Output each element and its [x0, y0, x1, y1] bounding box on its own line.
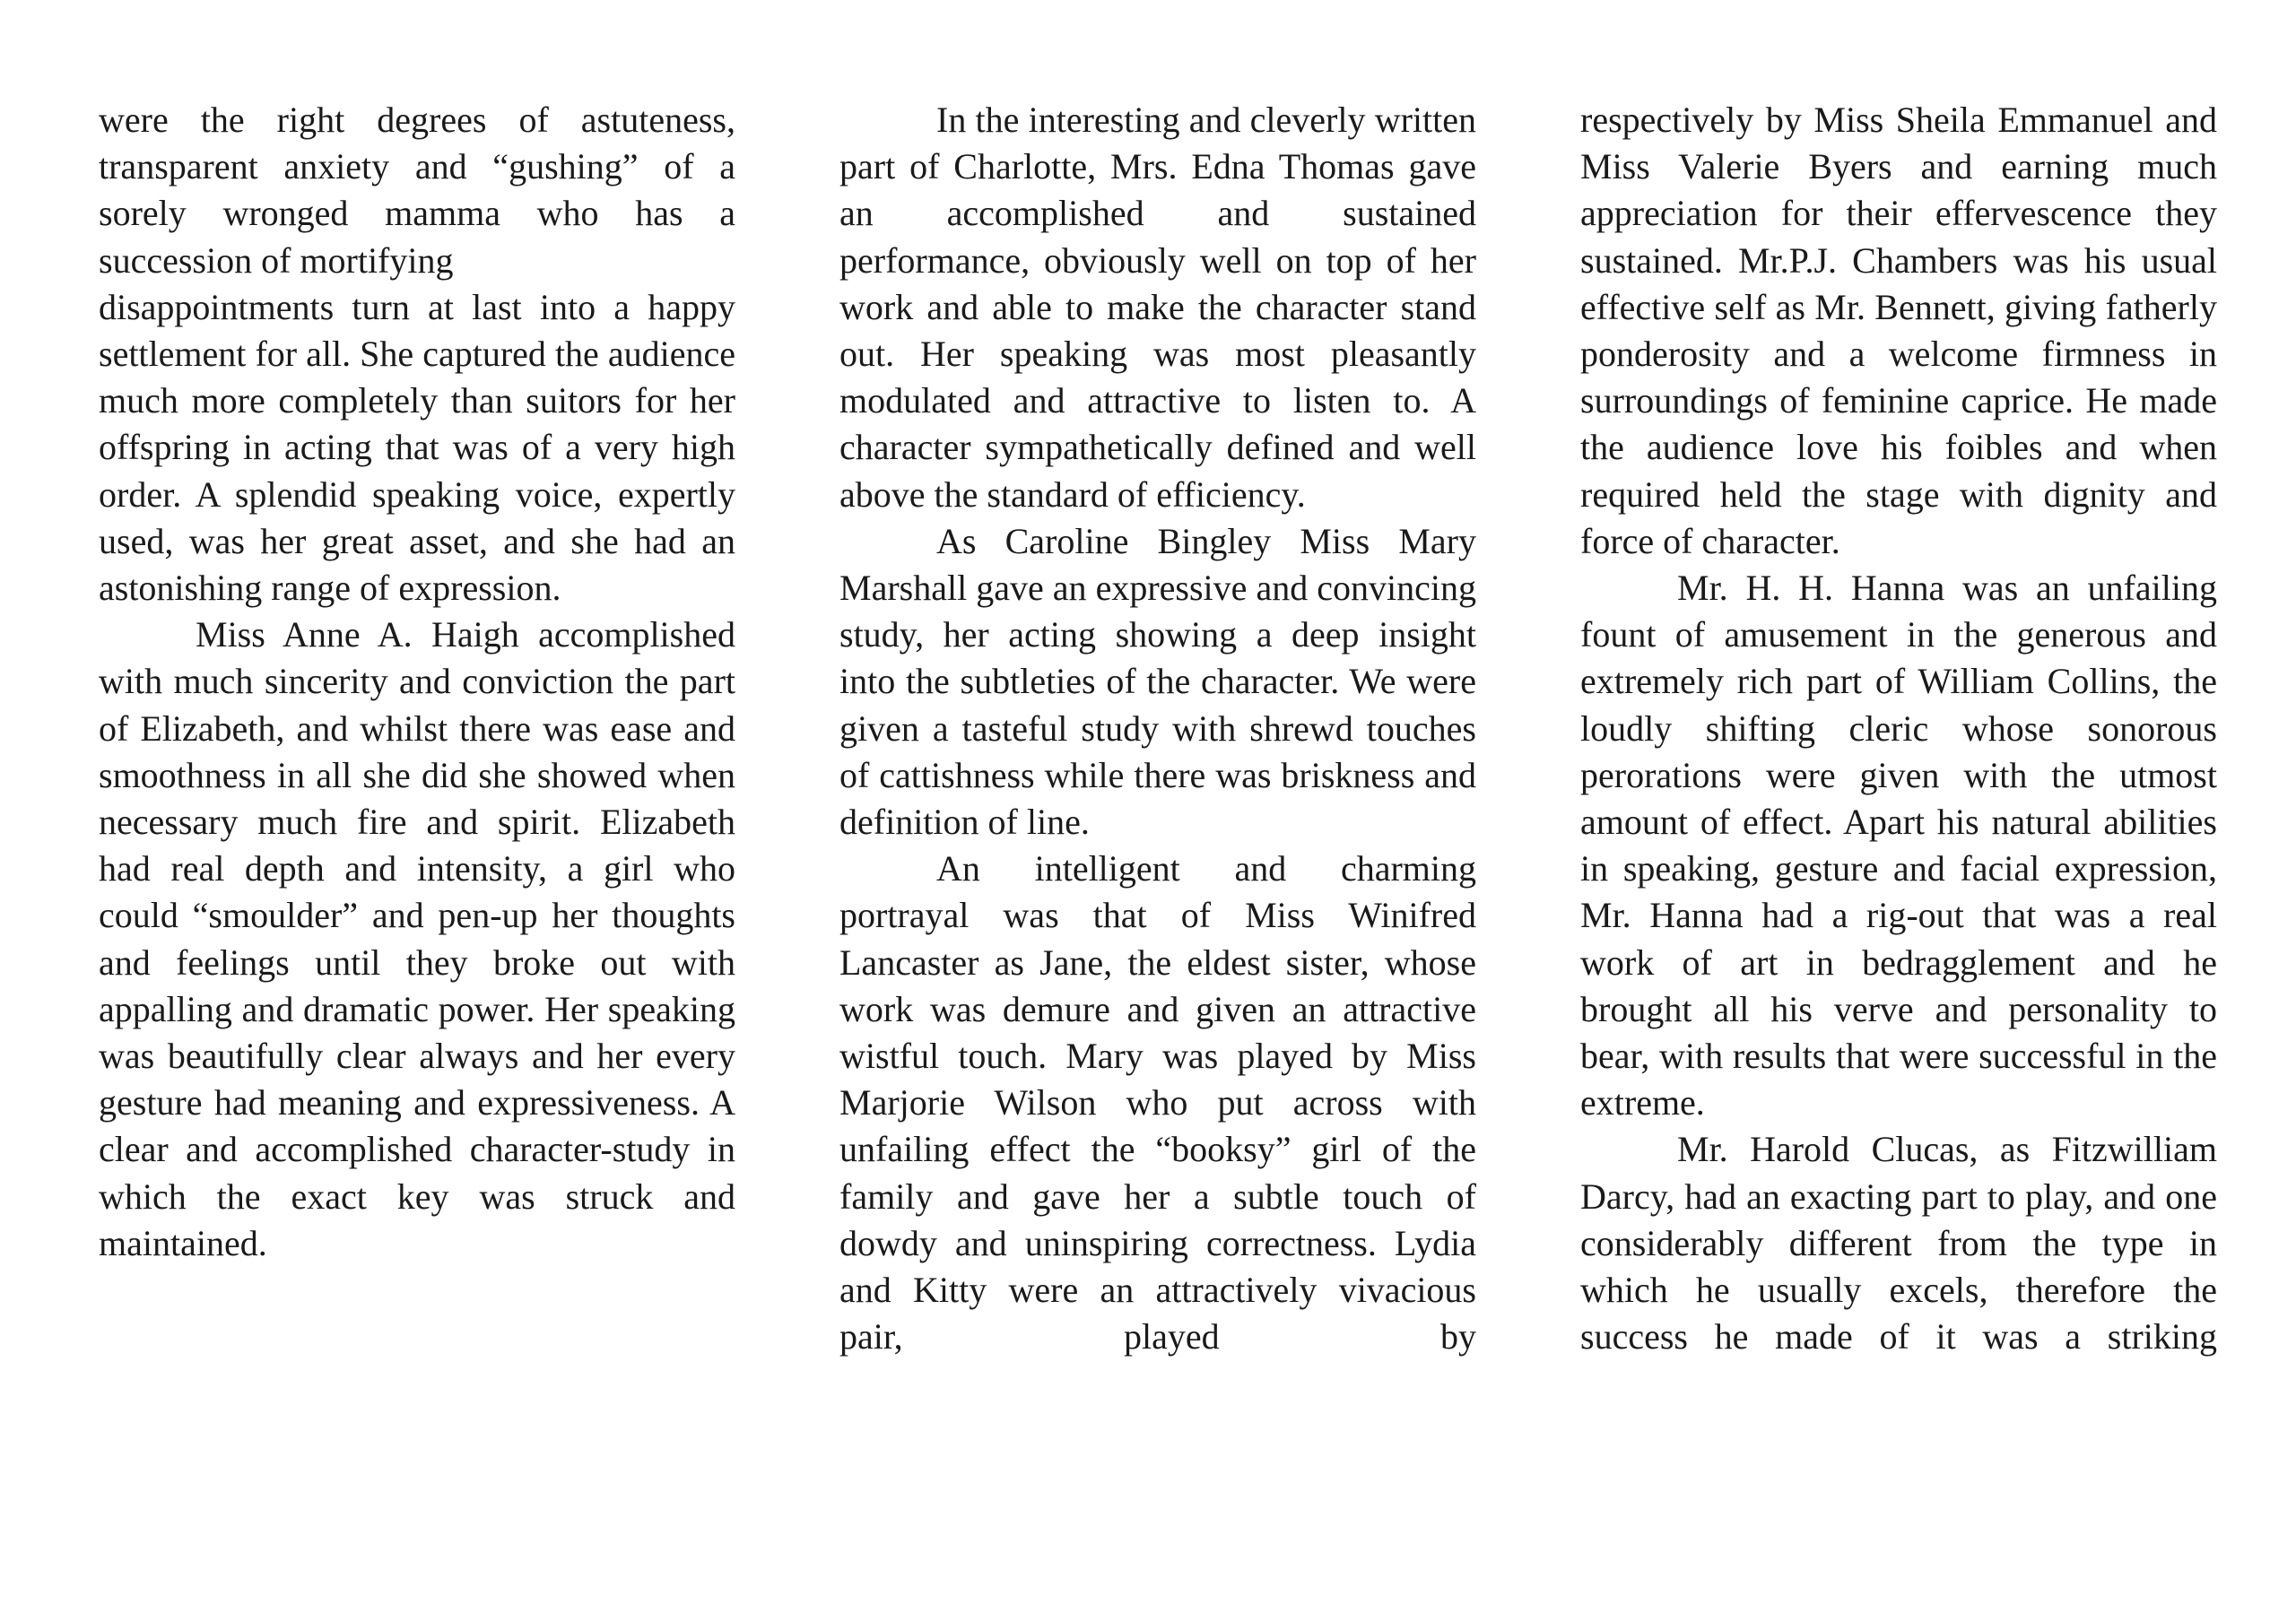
paragraph: Mr. H. H. Hanna was an unfailing fount of amusement in the generous and extremely rich part of William Collins, the loudly shifting cleric whose sonorous perorations were given with the utmost amount of effect. Apart his natural abilities in speaking, gesture and facial expression, Mr. Hanna had a rig-out that was a real work of art in bedragglement and he brought all his verve and personality to bear, with results that were successful in the extreme. — [1580, 568, 2217, 1123]
paragraph: An intelligent and charming portrayal was that of Miss Winifred Lancaster as Jane, the eldest sister, whose work was demure and given an attractive wistful touch. Mary was played by Miss Marjorie Wilson who put across with unfailing effect the “booksy” girl of the family and gave her a subtle touch of dowdy and uninspiring correctness. Lydia and Kitty were an attractively vivacious pair, played by — [839, 848, 1476, 1357]
paragraph: Miss Anne A. Haigh accomplished with much sincerity and conviction the part of Elizabeth, and whilst there was ease and smoothness in all she did she showed when necessary much fire and spirit. Elizabeth had real depth and intensity, a girl who could “smoulder” and pen-up her thoughts and feelings until they broke out with appalling and dramatic power. Her speaking was beautifully clear always and her every gesture had meaning and expressiveness. A clear and accomplished character-study in which the exact key was struck and maintained. — [99, 614, 735, 1263]
paragraph: Mr. Harold Clucas, as Fitzwilliam Darcy, had an exacting part to play, and one considerably different from the type in which he usually excels, therefore the success he made of it was a striking — [1580, 1129, 2217, 1357]
text-column-2 — [839, 97, 1476, 1360]
paragraph: disappointments turn at last into a happy settlement for all. She captured the audience much more completely than suitors for her offspring in acting that was of a very high order. A splendid speaking voice, expertly used, was her great asset, and she had an astonishing range of expression. — [99, 286, 735, 609]
text-column-1 — [99, 97, 735, 1267]
paragraph: In the interesting and cleverly written part of Charlotte, Mrs. Edna Thomas gave an accomplished and sustained performance, obviously well on top of her work and able to make the character stand out. Her speaking was most pleasantly modulated and attractive to listen to. A character sympathetically defined and well above the standard of efficiency. — [839, 100, 1476, 515]
paragraph: were the right degrees of astuteness, transparent anxiety and “gushing” of a sorely wronged mamma who has a succession of mortifying — [99, 100, 735, 281]
text-column-3 — [1580, 97, 2217, 1360]
paragraph: respectively by Miss Sheila Emmanuel and Miss Valerie Byers and earning much appreciation for their effervescence they sustained. Mr.P.J. Chambers was his usual effective self as Mr. Bennett, giving fatherly ponderosity and a welcome firmness in surroundings of feminine caprice. He made the audience love his foibles and when required held the stage with dignity and force of character. — [1580, 100, 2217, 561]
paragraph: As Caroline Bingley Miss Mary Marshall gave an expressive and convincing study, her acting showing a deep insight into the subtleties of the character. We were given a tasteful study with shrewd touches of cattishness while there was briskness and definition of line. — [839, 520, 1476, 843]
